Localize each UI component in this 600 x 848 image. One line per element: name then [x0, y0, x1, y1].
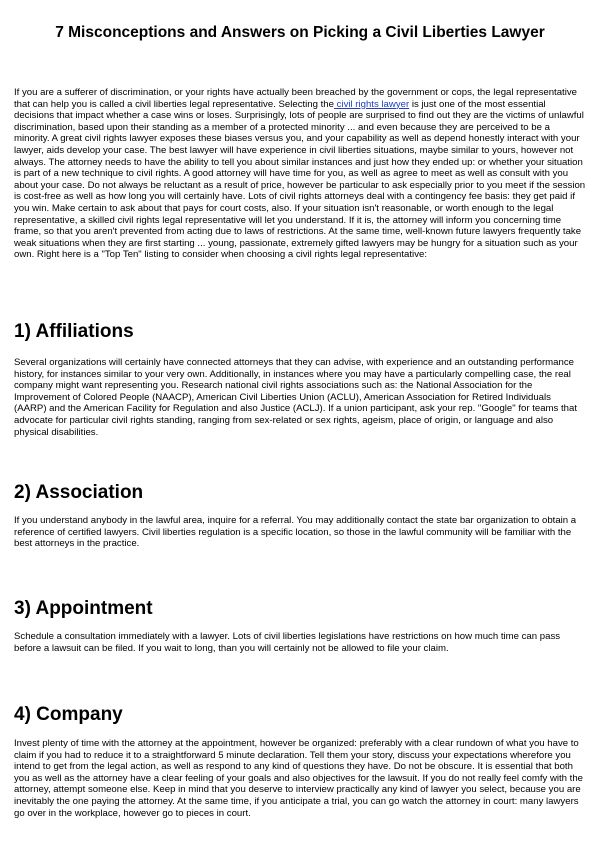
section-text-affiliations: Several organizations will certainly have connected attorneys that they can advise, with experience and an outstanding performance history, for instances similar to your very own. Additionally, in instances where you may have a particularly compelling case, the real company might want representing you. Research national civil rights associations such as: the National Association for the Improvement of Colored People (NAACP), American Civil Liberties Union (ACLU), American Association for Retired Individuals (AARP) and the American Facility for Regulation and also Justice (ACLJ). If a union participant, ask your rep. "Google" for teams that advocate for particular civil rights standing, ranging from sex-related or sex rights, ageism, place of origin, or language and also physical disabilities.	[14, 357, 577, 438]
page-title: 7 Misconceptions and Answers on Picking a Civil Liberties Lawyer	[55, 24, 545, 41]
intro-text-end: is just one of the most essential decisions that impact whether a case wins or loses. Surprisingly, lots of people are surprised to find out they are the victims of unlawful discrimination, based upon their standing as a member of a protected minority ... and even because they are perceived to be a minority. A great civil rights lawyer exposes these biases versus you, and your capability as well as depend honestly interact with your lawyer, aids develop your case. The best lawyer will have experience in civil liberties situations, maybe similar to yours, however not always. The attorney needs to have the ability to tell you about similar instances and just how they ended up: or whether your situation is part of a new technique to civil rights. A good attorney will have time for you, as well as agree to meet as well as consult with you about your case. Do not always be reluctant as a result of price, however be particular to ask especially prior to you meet if the session is cost-free as well as how long you will certainly have. Lots of civil rights attorneys deal with a contingency fee basis: they get paid if you win. Make certain to ask about that pays for court costs, also. If your situation isn't reasonable, or worth enough to the legal representative, a skilled civil rights legal representative will let you understand. If it is, the attorney will inform you concerning time frame, so that you aren't prevented from acting due to laws of restrictions. At the same time, well-known future lawyers frequently take weak situations when they are first starting ... young, passionate, extremely gifted lawyers may be hungry for a situation such as your own. Right here is a "Top Ten" listing to consider when choosing a civil rights legal representative:	[14, 98, 586, 261]
section-heading-appointment: 3) Appointment	[14, 598, 153, 619]
intro-paragraph	[14, 87, 586, 261]
civil-rights-lawyer-link[interactable]: civil rights lawyer	[333, 98, 410, 110]
section-heading-affiliations: 1) Affiliations	[14, 321, 134, 342]
section-text-company: Invest plenty of time with the attorney at the appointment, however be organized: preferably with a clear rundown of what you have to claim if you had to reduce it to a straightforward 5 minute declaration. Tell them your story, discuss your expectations wherefore you intend to get from the legal action, as well as respond to any kind of questions they have. Do not be obscure. It is essential that both you as well as the attorney have a clear feeling of your goals and also objectives for the lawsuit. If you do not really feel comfy with the attorney, attempt someone else. Keep in mind that you deserve to interview practically any kind of lawyer you select, because you are inevitably the one paying the attorney. At the same time, if you anticipate a trial, you can go watch the attorney in court: many lawyers go over in the workplace, however go to pieces in court.	[14, 738, 584, 819]
section-text-association: If you understand anybody in the lawful area, inquire for a referral. You may additionally contact the state bar organization to obtain a reference of certified lawyers. Civil liberties regulation is a specific location, so those in the lawful community will be familiar with the best attorneys in the practice.	[14, 515, 577, 550]
intro-text-start: If you are a sufferer of discrimination, or your rights have actually been breached by the government or cops, the legal representative that can help you is called a civil liberties legal representative. Selecting the	[14, 87, 577, 110]
section-heading-association: 2) Association	[14, 482, 144, 503]
section-heading-company: 4) Company	[14, 704, 123, 725]
section-text-appointment: Schedule a consultation immediately with a lawyer. Lots of civil liberties legislations have restrictions on how much time can pass before a lawsuit can be filed. If you wait to long, than you will certainly not be allowed to file your claim.	[14, 631, 561, 654]
